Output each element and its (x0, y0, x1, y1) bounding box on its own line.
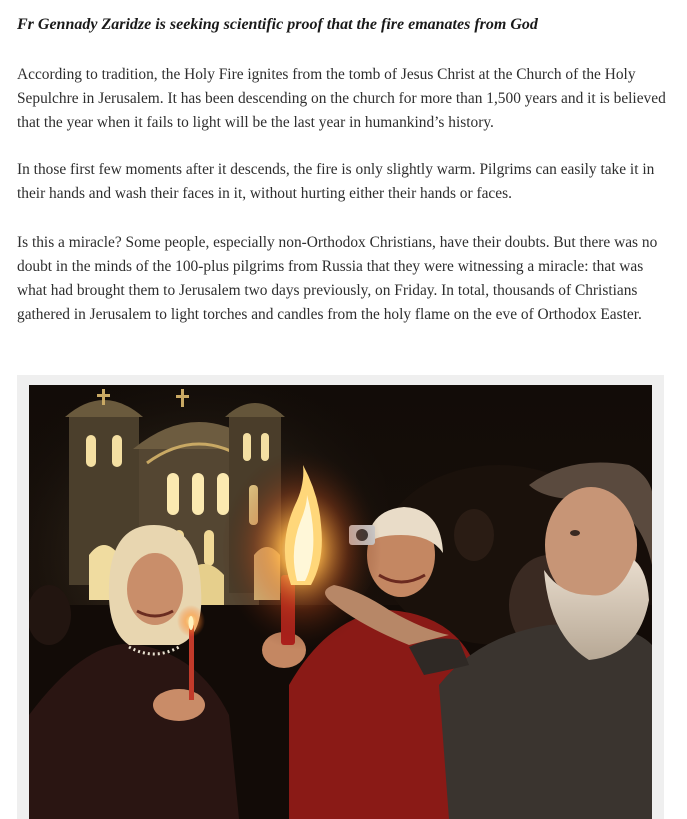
photo-frame (17, 375, 664, 819)
photo-illustration (29, 385, 652, 819)
article-photo (29, 385, 652, 819)
article-subtitle: Fr Gennady Zaridze is seeking scientific proof that the fire emanates from God (17, 16, 538, 33)
article-paragraph-3: Is this a miracle? Some people, especially non-Orthodox Christians, have their doubts. But there was no doubt in the minds of the 100-plus pilgrims from Russia that they were witnessing a miracle: that was what had brought them to Jerusalem two days previously, on Friday. In total, thousands of Christians gathered in Jerusalem to light torches and candles from the holy flame on the eve of Orthodox Easter. (17, 234, 658, 323)
article-paragraph-2: In those first few moments after it descends, the fire is only slightly warm. Pilgrims can easily take it in their hands and wash their faces in it, without hurting either their hands or faces. (17, 161, 655, 202)
article-paragraph-1: According to tradition, the Holy Fire ignites from the tomb of Jesus Christ at the Church of the Holy Sepulchre in Jerusalem. It has been descending on the church for more than 1,500 years and it is believed that the year when it fails to light will be the last year in humankind’s history. (17, 66, 666, 131)
